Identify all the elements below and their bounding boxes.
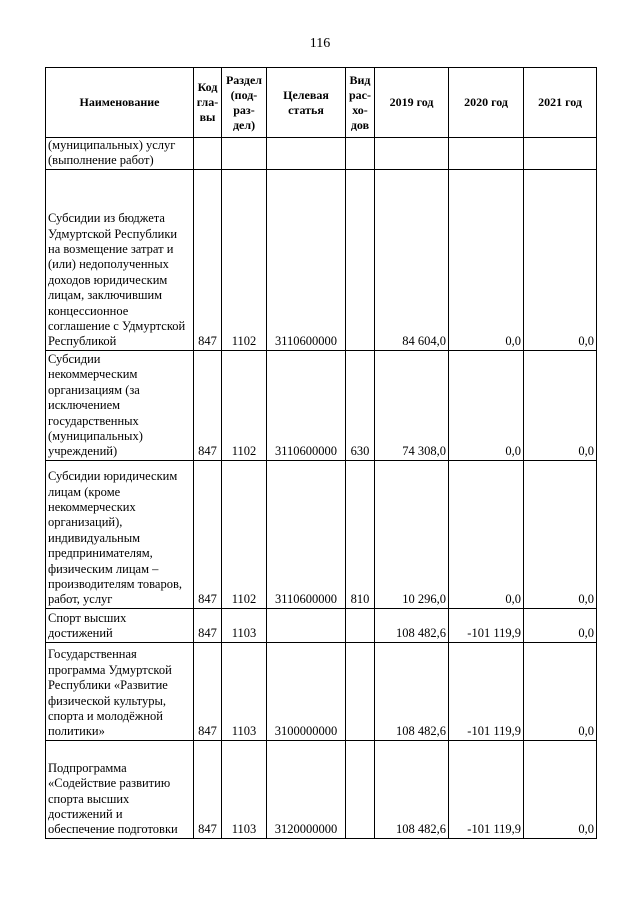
row-target: 3120000000 <box>267 740 346 838</box>
budget-table <box>45 67 597 839</box>
row-2021: 0,0 <box>524 169 597 350</box>
row-target: 3110600000 <box>267 460 346 608</box>
table-row <box>46 642 597 740</box>
row-name: Субсидии некоммерческим организациям (за исключением государственных (муниципальных) учреждений) <box>46 350 194 460</box>
row-2021: 0,0 <box>524 642 597 740</box>
table-row <box>46 460 597 608</box>
row-2019: 74 308,0 <box>375 350 449 460</box>
row-expense <box>346 642 375 740</box>
row-name: Подпрограмма «Содействие развитию спорта высших достижений и обеспечение подготовки <box>46 740 194 838</box>
row-2020: -101 119,9 <box>449 740 524 838</box>
page-number: 116 <box>309 36 331 51</box>
row-name: Субсидии из бюджета Удмуртской Республики на возмещение затрат и (или) недополученных доходов юридическим лицам, заключившим концессионное соглашение с Удмуртской Республикой <box>46 169 194 350</box>
row-name: (муниципальных) услуг (выполнение работ) <box>46 138 194 170</box>
row-2019: 108 482,6 <box>375 608 449 642</box>
row-section: 1103 <box>222 608 267 642</box>
row-section: 1103 <box>222 740 267 838</box>
row-2021 <box>524 138 597 170</box>
row-name: Спорт высших достижений <box>46 608 194 642</box>
row-expense <box>346 169 375 350</box>
row-chapter <box>194 138 222 170</box>
row-2020: 0,0 <box>449 169 524 350</box>
row-2020: 0,0 <box>449 460 524 608</box>
row-expense <box>346 740 375 838</box>
header-2020: 2020 год <box>449 68 524 138</box>
row-expense <box>346 138 375 170</box>
header-chapter-code: Код гла- вы <box>194 68 222 138</box>
header-section: Раздел (под- раз- дел) <box>222 68 267 138</box>
table-row <box>46 350 597 460</box>
row-2019: 108 482,6 <box>375 740 449 838</box>
row-target <box>267 138 346 170</box>
row-2019: 10 296,0 <box>375 460 449 608</box>
table-row <box>46 740 597 838</box>
row-name: Субсидии юридическим лицам (кроме некоммерческих организаций), индивидуальным предпринимателям, физическим лицам – производителям товаров, работ, услуг <box>46 460 194 608</box>
row-2021: 0,0 <box>524 740 597 838</box>
row-section: 1102 <box>222 350 267 460</box>
row-chapter: 847 <box>194 169 222 350</box>
row-section: 1102 <box>222 460 267 608</box>
row-section: 1102 <box>222 169 267 350</box>
row-2019: 108 482,6 <box>375 642 449 740</box>
header-2019: 2019 год <box>375 68 449 138</box>
row-2021: 0,0 <box>524 460 597 608</box>
row-expense: 810 <box>346 460 375 608</box>
row-expense <box>346 608 375 642</box>
row-chapter: 847 <box>194 608 222 642</box>
row-2019: 84 604,0 <box>375 169 449 350</box>
header-name: Наименование <box>46 68 194 138</box>
table-row <box>46 138 597 170</box>
header-2021: 2021 год <box>524 68 597 138</box>
header-target-article: Целевая статья <box>267 68 346 138</box>
row-chapter: 847 <box>194 350 222 460</box>
table-row <box>46 169 597 350</box>
row-section: 1103 <box>222 642 267 740</box>
row-2020 <box>449 138 524 170</box>
row-2020: 0,0 <box>449 350 524 460</box>
row-expense: 630 <box>346 350 375 460</box>
row-chapter: 847 <box>194 642 222 740</box>
row-section <box>222 138 267 170</box>
row-chapter: 847 <box>194 460 222 608</box>
row-target: 3110600000 <box>267 350 346 460</box>
row-2021: 0,0 <box>524 608 597 642</box>
table-row <box>46 608 597 642</box>
header-expense-type: Вид рас- хо- дов <box>346 68 375 138</box>
row-name: Государственная программа Удмуртской Республики «Развитие физической культуры, спорта и молодёжной политики» <box>46 642 194 740</box>
row-2021: 0,0 <box>524 350 597 460</box>
row-2020: -101 119,9 <box>449 608 524 642</box>
row-target <box>267 608 346 642</box>
row-chapter: 847 <box>194 740 222 838</box>
row-2020: -101 119,9 <box>449 642 524 740</box>
header-row <box>46 68 597 138</box>
row-2019 <box>375 138 449 170</box>
row-target: 3100000000 <box>267 642 346 740</box>
row-target: 3110600000 <box>267 169 346 350</box>
